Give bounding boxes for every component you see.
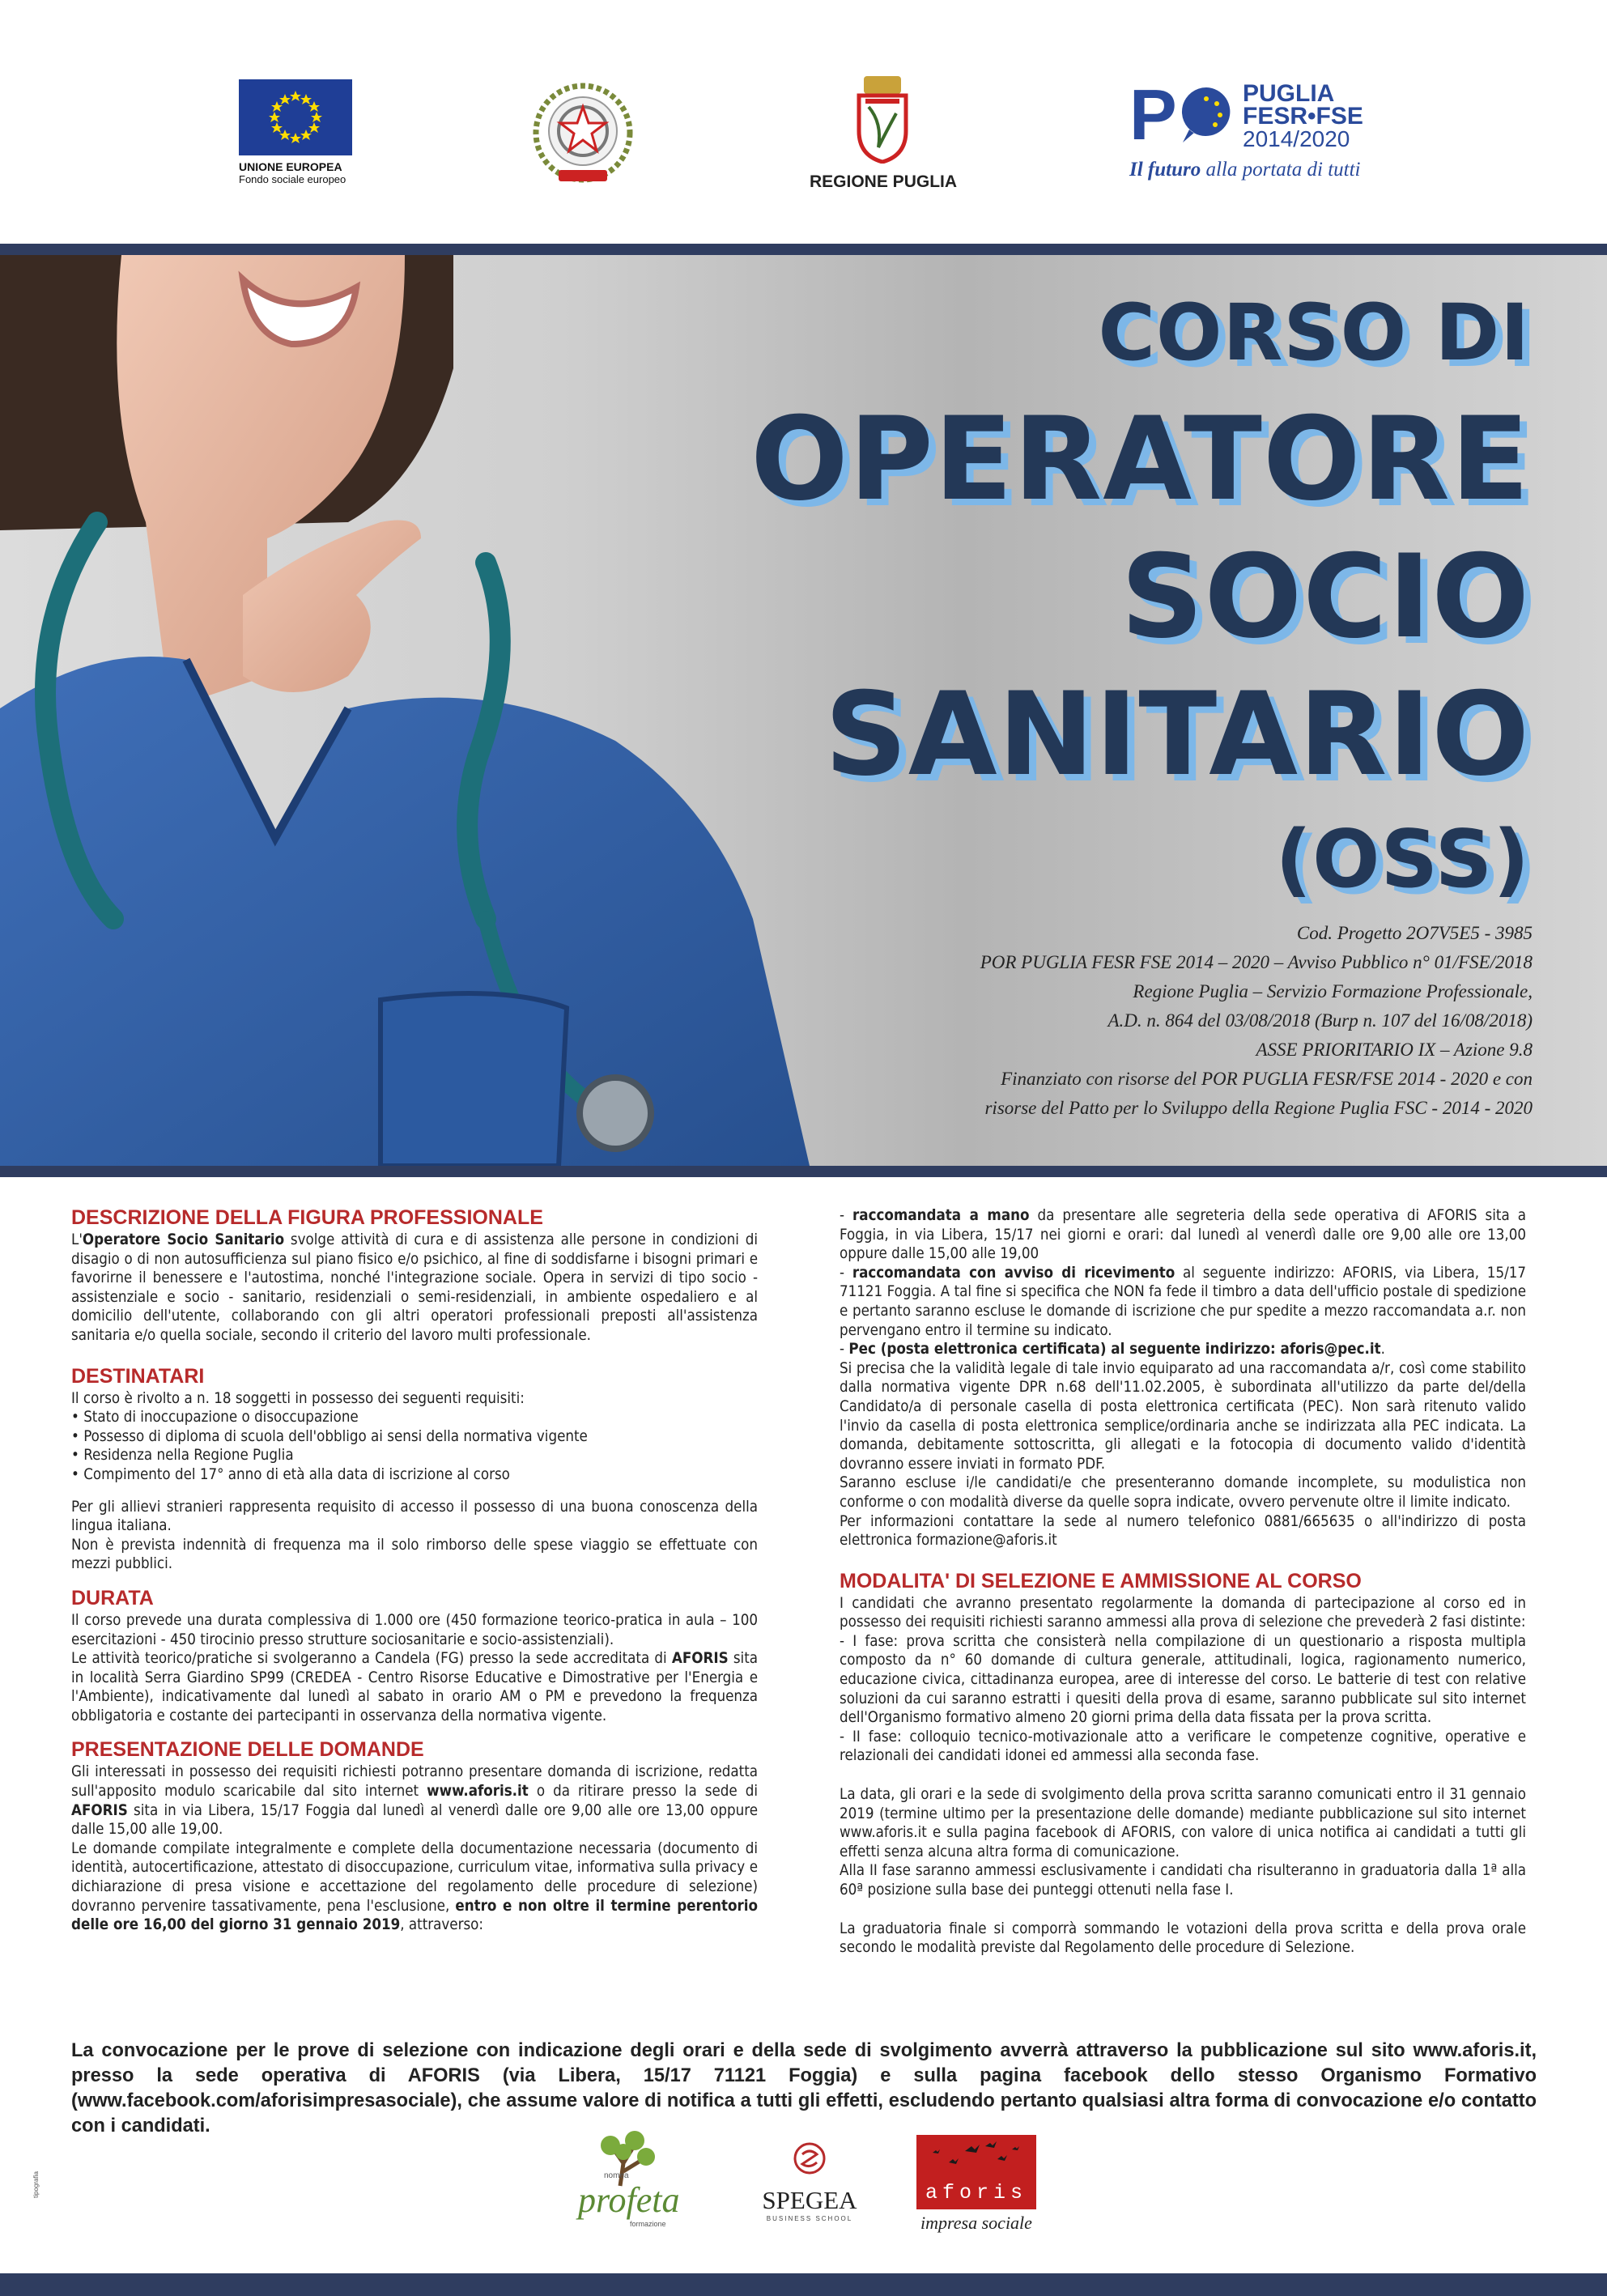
aforis-wordmark: aforis — [925, 2181, 1027, 2205]
profeta-top-label: nomea — [604, 2171, 629, 2180]
header-logos — [0, 0, 1607, 243]
project-line: risorse del Patto per lo Sviluppo della Regione Puglia FSC - 2014 - 2020 — [984, 1098, 1533, 1118]
list-item: • Compimento del 17° anno di età alla data di iscrizione al corso — [71, 1465, 758, 1485]
republic-star-icon — [530, 74, 636, 196]
left-column — [71, 1206, 758, 1935]
puglia-shield-icon — [854, 74, 911, 164]
profeta-logo — [572, 2131, 693, 2228]
course-title-line5: (OSS) — [1275, 814, 1530, 906]
selection-phase1: - I fase: prova scritta che consisterà nella compilazione di un questionario a risposta multipla composto da n° 60 domande di cultura generale, attitudinali, logica, ragionamento numerico, educazione civica, cittadinanza europea, aree di interesse del corso. Le batterie di test con relative soluzioni da cui saranno estratti i quesiti della prova di esame, saranno pubblicate sul sito internet dell'Organismo formativo almeno 20 giorni prima della data fissata per la prova scritta. — [840, 1632, 1526, 1727]
spegea-wordmark: SPEGEA — [762, 2186, 857, 2214]
project-line: Cod. Progetto 2O7V5E5 - 3985 — [1296, 923, 1533, 943]
contact-text: Per informazioni contattare la sede al numero telefonico 0881/665635 o all'indirizzo di posta elettronica formazione@aforis.it — [840, 1512, 1526, 1550]
section-title-recipients: DESTINATARI — [71, 1364, 205, 1388]
list-item: • Residenza nella Regione Puglia — [71, 1446, 758, 1465]
course-title-line2: OPERATORE — [750, 393, 1530, 526]
description-text: L'Operatore Socio Sanitario svolge attività di cura e di assistenza alle persone in condizioni di disagio o di non autosufficienza sul piano fisico e/o psichico, al fine di soddisfarne i bisogni primari e favorirne il benessere e l'autostima, nonché l'integrazione sociale. Opera in servizi di tipo socio - assistenziale e socio - sanitario, residenziali o semi-residenziali, in ambiente ospedaliero e al domicilio dell'utente, collaborando con gli altri operatori professionali preposti all'assistenza sanitaria e/o quella sociale, secondo il criterio del lavoro multi professionale. — [71, 1231, 758, 1344]
birds-icon — [916, 2135, 1036, 2183]
hero-bottom-band — [0, 1166, 1607, 1177]
exam-date-text: La data, gli orari e la sede di svolgimento della prova scritta saranno comunicati entro il 31 gennaio 2019 (termine ultimo per la presentazione delle domande) mediante pubblicazione sul sito internet www.aforis.it e sulla pagina facebook di AFORIS, con valore di unica notifica ai candidati a tutti gli effetti senza alcuna altra forma di comunicazione. — [840, 1786, 1526, 1860]
nurse-photo — [0, 255, 891, 1166]
printer-mark: tipografia — [32, 2171, 40, 2198]
por-tag-bold: Il futuro — [1129, 159, 1201, 181]
eu-label: UNIONE EUROPEA — [239, 160, 342, 173]
por-period: 2014/2020 — [1243, 126, 1350, 151]
project-line: POR PUGLIA FESR FSE 2014 – 2020 – Avviso Pubblico n° 01/FSE/2018 — [980, 952, 1533, 972]
por-fund: FESR•FSE — [1243, 103, 1363, 130]
regione-puglia-label: REGIONE PUGLIA — [810, 172, 958, 191]
course-title-line1: CORSO DI — [1098, 287, 1530, 378]
pec-validity-text: Si precisa che la validità legale di tale invio equiparato ad una raccomandata a/r, così come stabilito dalla normativa vigente DPR n.68 dell'11.02.2005, è subordinata all'utilizzo da parte del/della Candidato/a di personale casella di posta elettronica certificata (PEC). Non sarà ritenuto valido l'invio da casella di posta elettronica semplice/ordinaria anche se indirizzata alla PEC indicata. La domanda, debitamente sottoscritta, gli allegati e la fotocopia di documento valido d'identità dovranno essere inviati in formato PDF. — [840, 1359, 1526, 1473]
profeta-wordmark: profeta — [578, 2180, 680, 2220]
reimbursement-note: Non è prevista indennità di frequenza ma il solo rimborso delle spese viaggio se effettuate con mezzi pubblici. — [71, 1536, 758, 1573]
section-title-description: DESCRIZIONE DELLA FIGURA PROFESSIONALE — [71, 1206, 543, 1229]
speech-bubble-icon — [1178, 84, 1235, 149]
aforis-box — [916, 2135, 1036, 2209]
spegea-emblem-icon — [793, 2141, 827, 2175]
final-ranking-text: La graduatoria finale si comporrà sommando le votazioni della prova scritta e della prova orale secondo le modalità previste dal Regolamento delle procedure di Selezione. — [840, 1920, 1526, 1957]
top-band — [0, 244, 1607, 255]
project-line: ASSE PRIORITARIO IX – Azione 9.8 — [1256, 1040, 1533, 1060]
list-item: • Stato di inoccupazione o disoccupazione — [71, 1408, 758, 1427]
website-link[interactable]: www.aforis.it — [427, 1783, 529, 1801]
delivery-method-pec: - Pec (posta elettronica certificata) al seguente indirizzo: aforis@pec.it. — [840, 1341, 1385, 1358]
project-line: A.D. n. 864 del 03/08/2018 (Burp n. 107 del 16/08/2018) — [1107, 1010, 1533, 1031]
por-puglia: PUGLIA — [1243, 80, 1335, 107]
section-title-selection: MODALITA' DI SELEZIONE E AMMISSIONE AL CORSO — [840, 1569, 1362, 1592]
por-p-letter: P — [1129, 74, 1177, 155]
bottom-band — [0, 2273, 1607, 2296]
convocation-notice: La convocazione per le prove di selezione con indicazione degli orari e della sede di svolgimento avverrà attraverso la pubblicazione sul sito www.aforis.it, presso la sede operativa di AFORIS (via Libera, 15/17 71121 Foggia) e sulla pagina facebook dello stesso Organismo Formativo (www.facebook.com/aforisimpresasociale), che assume valore di notifica a tutti gli effetti, escludendo pertanto qualsiasi altra forma di convocazione e/o contatto con i candidati. — [71, 2040, 1537, 2137]
recipients-intro: Il corso è rivolto a n. 18 soggetti in possesso dei seguenti requisiti: — [71, 1389, 525, 1407]
oss-bold: Operatore Socio Sanitario — [82, 1231, 285, 1248]
course-title-line3: SOCIO — [1120, 530, 1530, 664]
hero-banner — [0, 255, 1607, 1166]
project-info — [980, 919, 1533, 1123]
deadline-bold: entro e non oltre il termine perentorio delle ore 16,00 del giorno 31 gennaio 2019 — [71, 1897, 759, 1934]
project-line: Regione Puglia – Servizio Formazione Professionale, — [1133, 981, 1533, 1001]
eu-logo — [239, 79, 352, 185]
list-item: • Possesso di diploma di scuola dell'obbligo ai sensi della normativa vigente — [71, 1427, 758, 1447]
course-title-line4: SANITARIO — [824, 668, 1530, 801]
selection-intro: I candidati che avranno presentato regolarmente la domanda di partecipazione al corso ed in possesso dei requisiti richiesti saranno ammessi alla prova di selezione che prevederà 2 fasi distinte: — [840, 1594, 1526, 1631]
exclusion-text: Saranno escluse i/le candidati/e che presenteranno domande incomplete, su modulistica non conforme o con modalità diverse da quelle sopra indicate, ovvero pervenute oltre il limite indicato. — [840, 1474, 1526, 1511]
spegea-sub-label: BUSINESS SCHOOL — [766, 2215, 853, 2222]
project-line: Finanziato con risorse del POR PUGLIA FESR/FSE 2014 - 2020 e con — [1001, 1069, 1533, 1089]
delivery-method-hand: - raccomandata a mano da presentare alle segreteria della sede operativa di AFORIS sita a Foggia, in via Libera, 15/17 nei giorni e orari: dal lunedì al venerdì dalle ore 9,00 alle ore 13,00 oppure dalle 15,00 alle 19,00 — [840, 1207, 1526, 1263]
deadline-text: Le domande compilate integralmente e complete della documentazione necessaria (documento di identità, autocertificazione, attestato di disoccupazione, curriculum vitae, informativa sulla privacy e dichiarazione di presa visione e accettazione del regolamento delle procedure di selezione) dovranno pervenire tassativamente, pena l'esclusione, entro e non oltre il termine perentorio delle ore 16,00 del giorno 31 gennaio 2019, attraverso: — [71, 1839, 759, 1934]
selection-phase2: - II fase: colloquio tecnico-motivazionale atto a verificare le competenze cognitive, operative e relazionali dei candidati idonei ed ammessi alla seconda fase. — [840, 1728, 1526, 1765]
eu-fund-label: Fondo sociale europeo — [239, 173, 346, 185]
applications-text: Gli interessati in possesso dei requisiti richiesti potranno presentare domanda di iscrizione, redatta sull'apposito modulo scaricabile dal sito internet www.aforis.it o da ritirare presso la sede di AFORIS sita in via Libera, 15/17 Foggia dal lunedì al venerdì dalle ore 9,00 alle ore 13,00 oppure dalle 15,00 alle 19,00. — [71, 1763, 758, 1839]
section-title-duration: DURATA — [71, 1586, 154, 1609]
profeta-sub-label: formazione — [630, 2220, 666, 2228]
eu-flag-icon — [239, 79, 352, 155]
aforis-logo — [916, 2135, 1036, 2234]
por-tag-rest: alla portata di tutti — [1201, 159, 1361, 181]
right-column — [840, 1206, 1526, 1958]
ranking-admission-text: Alla II fase saranno ammessi esclusivamente i candidati cha risulteranno in graduatoria dalla 1ª alla 60ª posizione sulla base dei punteggi ottenuti nella fase I. — [840, 1862, 1526, 1898]
italian-republic-emblem — [530, 74, 636, 196]
section-title-applications: PRESENTAZIONE DELLE DOMANDE — [71, 1738, 424, 1762]
spegea-logo — [761, 2141, 858, 2222]
location-text: Le attività teorico/pratiche si svolgeranno a Candela (FG) presso la sede accreditata di AFORIS sita in località Serra Giardino SP99 (CREDEA - Centro Risorse Educative e Dimostrative per l'Energia e l'Ambiente), indicativamente dal lunedì al sabato in orario AM o PM e prevedono la frequenza obbligatoria e costante dei partecipanti in osservanza della normativa vigente. — [71, 1650, 759, 1724]
aforis-sub-label: impresa sociale — [920, 2213, 1032, 2233]
requirements-list — [71, 1408, 758, 1484]
regione-puglia-logo — [810, 74, 958, 192]
por-text — [1243, 80, 1363, 151]
foreign-students-note: Per gli allievi stranieri rappresenta requisito di accesso il possesso di una buona conoscenza della lingua italiana. — [71, 1498, 758, 1535]
delivery-method-mail: - raccomandata con avviso di ricevimento al seguente indirizzo: AFORIS, via Libera, 15/17 71121 Foggia. A tal fine si specifica che NON fa fede il timbro a data dell'ufficio postale di spedizione e pertanto saranno escluse le domande di iscrizione che pur spedite a mezzo raccomandata a.r. non pervengano entro il termine su indicato. — [840, 1264, 1527, 1339]
por-tagline — [1129, 159, 1360, 181]
duration-text: Il corso prevede una durata complessiva di 1.000 ore (450 formazione teorico-pratica in aula – 100 esercitazioni - 450 tirocinio presso strutture sociosanitarie e socio-assistenziali). — [71, 1611, 758, 1648]
